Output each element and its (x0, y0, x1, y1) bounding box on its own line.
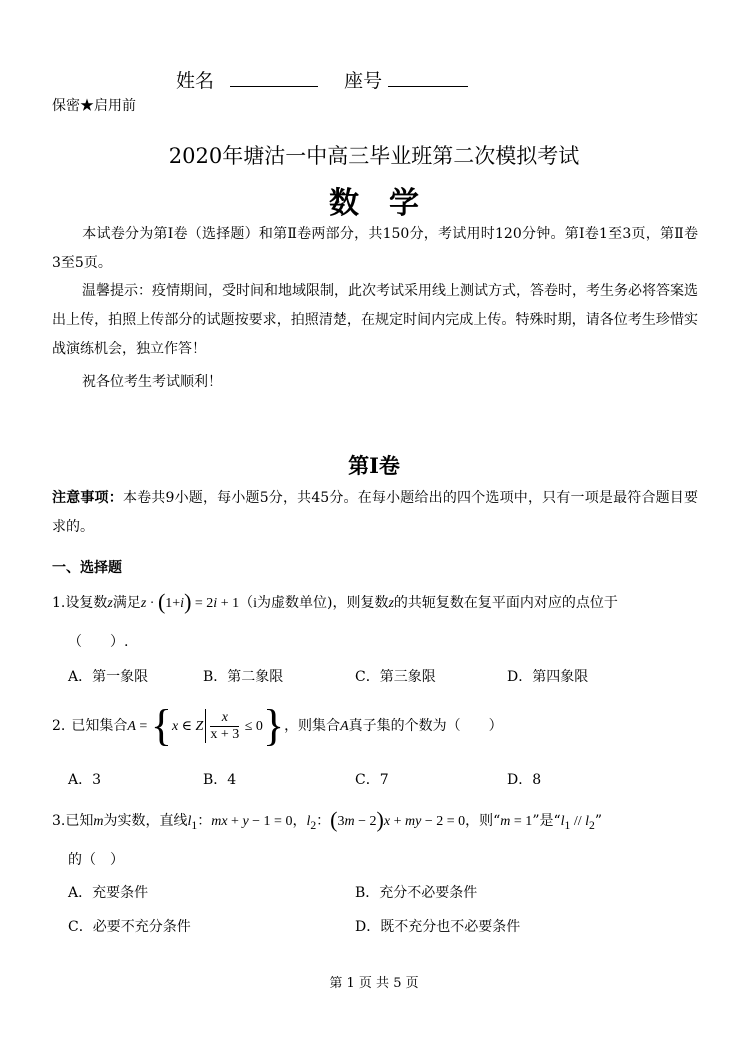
question-1-option-d: D．第四象限 (507, 669, 589, 685)
question-3-option-c: C．必要不充分条件 (68, 919, 191, 935)
notice-text: 本卷共9小题，每小题5分，共45分。在每小题给出的四个选项中，只有一项是最符合题目要求的。 (52, 490, 698, 535)
question-3-option-b: B．充分不必要条件 (355, 885, 478, 901)
part-title: 一、选择题 (52, 560, 122, 576)
name-seat-line (176, 66, 468, 93)
confidential-mark: 保密★启用前 (52, 98, 136, 114)
seat-label: 座号 (344, 70, 383, 92)
fraction: $\frac{x}{x + 3}$ (210, 709, 240, 742)
question-2-option-b: B．4 (203, 772, 237, 788)
seat-blank (388, 69, 468, 87)
question-1-stem: 1.设复数z满足z · (1+i) = 2i + 1（i为虚数单位)，则复数z的共轭复数在复平面内对应的点位于 (52, 589, 618, 614)
subject-title: 数 学 (329, 186, 419, 221)
section-title: 第Ⅰ卷 (348, 453, 400, 478)
question-2-option-d: D．8 (507, 772, 542, 788)
question-1-blank: （ ）. (68, 634, 129, 650)
notice-paragraph (52, 484, 698, 542)
question-2-option-c: C．7 (355, 772, 389, 788)
question-3-blank: 的（ ） (68, 852, 124, 868)
question-3-stem: 3.已知m为实数，直线$l_1$：mx + y − 1 = 0，$l_2$：(3m − 2)x + my − 2 = 0，则“m = 1”是“$l_1 // l_2$” (52, 807, 603, 832)
question-3-option-a: A．充要条件 (68, 885, 149, 901)
intro-paragraph-3: 祝各位考生考试顺利！ (82, 374, 222, 390)
intro-paragraph-2: 温馨提示：疫情期间，受时间和地域限制，此次考试采用线上测试方式，答卷时，考生务必将答案选出上传，拍照上传部分的试题按要求，拍照清楚，在规定时间内完成上传。特殊时期，请各位考生珍惜实战演练机会，独立作答！ (52, 283, 698, 357)
exam-title: 2020年塘沽一中高三毕业班第二次模拟考试 (168, 144, 580, 168)
page-footer: 第 1 页 共 5 页 (329, 976, 419, 991)
name-label: 姓名 (176, 70, 215, 92)
question-1-option-c: C．第三象限 (355, 669, 436, 685)
question-2-option-a: A．3 (68, 772, 102, 788)
question-3-option-d: D．既不充分也不必要条件 (355, 919, 521, 935)
question-2-stem: 2. 已知集合A = {x ∈ Z $\frac{x}{x + 3}$ ≤ 0}，则集合A真子集的个数为（ ） (52, 701, 503, 750)
question-1-option-b: B．第二象限 (203, 669, 284, 685)
notice-label: 注意事项： (52, 490, 123, 506)
name-blank (230, 69, 318, 87)
question-1-option-a: A．第一象限 (68, 669, 149, 685)
intro-paragraph-1: 本试卷分为第Ⅰ卷（选择题）和第Ⅱ卷两部分，共150分，考试用时120分钟。第Ⅰ卷1至3页，第Ⅱ卷 3至5页。 (52, 226, 698, 271)
